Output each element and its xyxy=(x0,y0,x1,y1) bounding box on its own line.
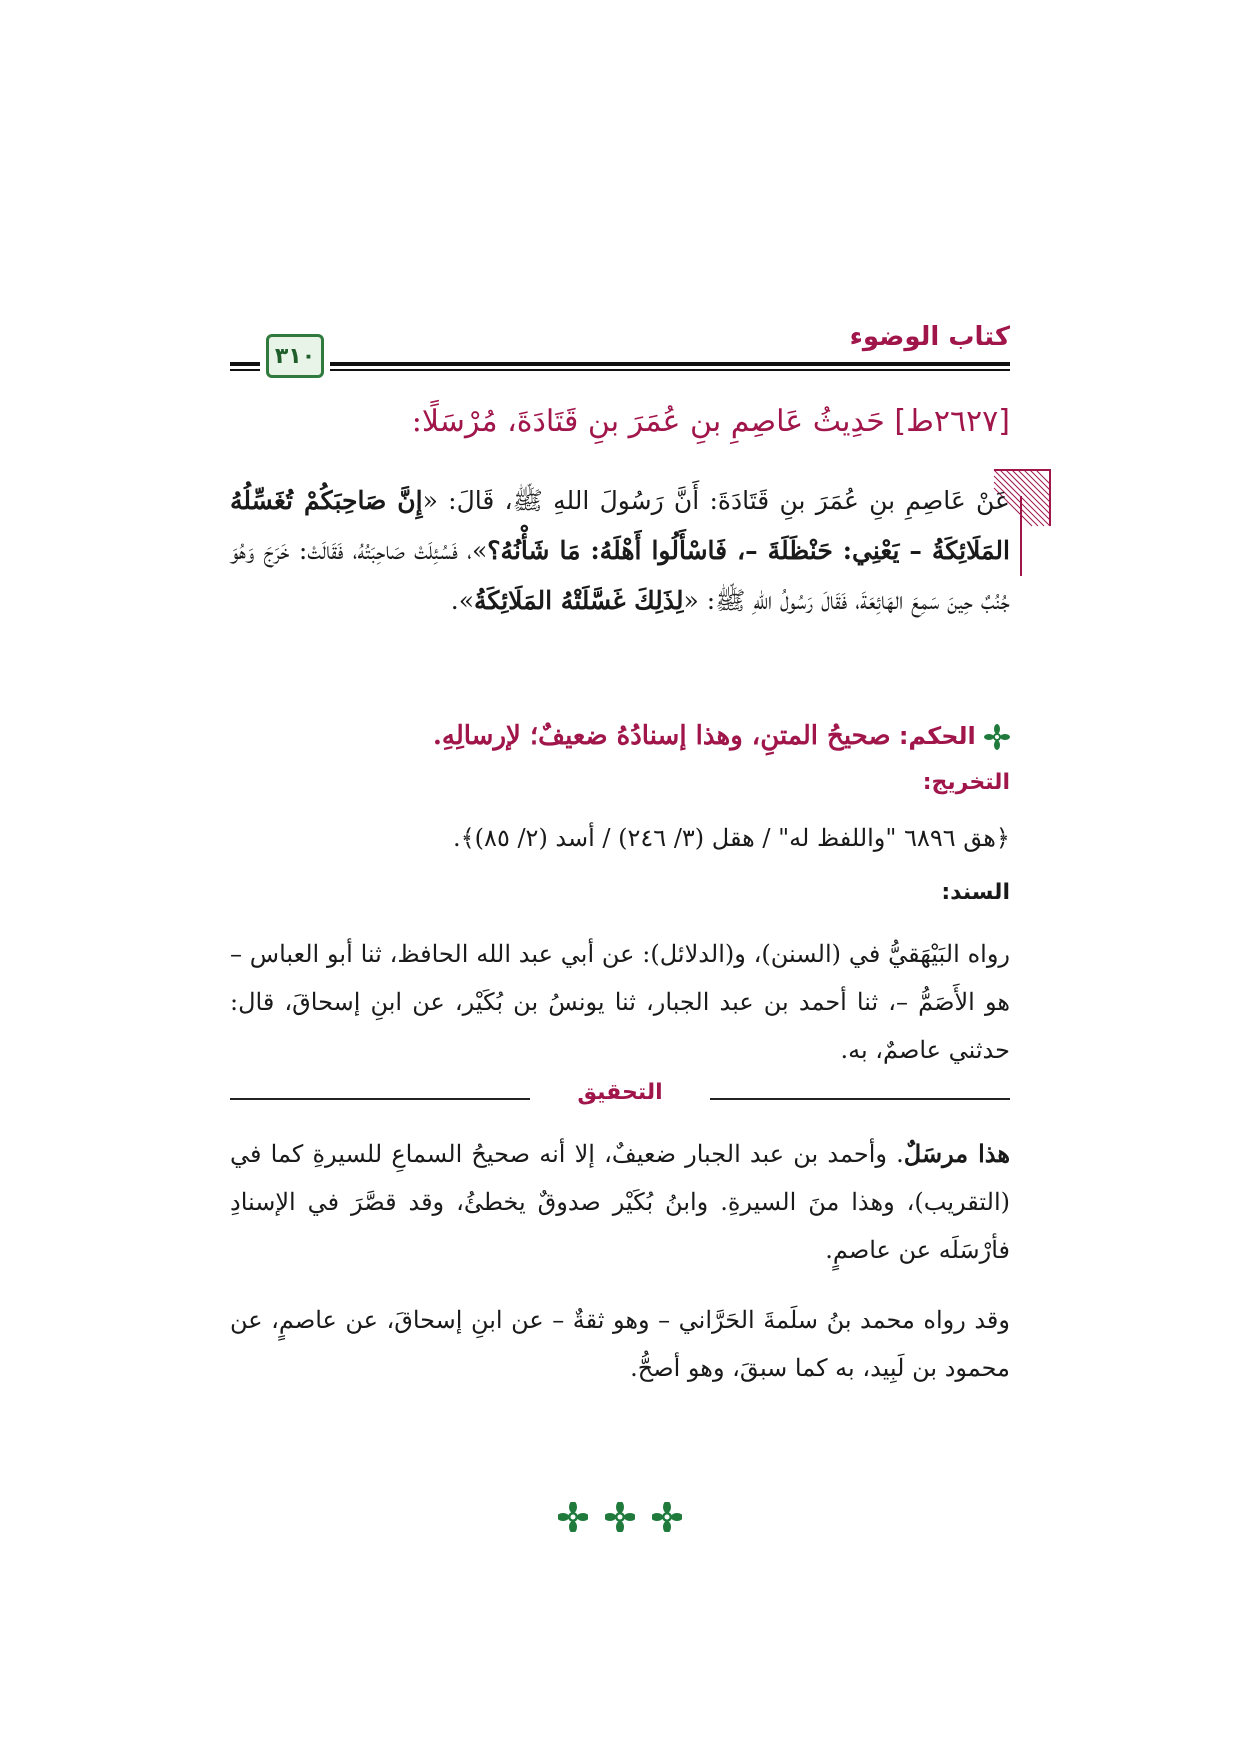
tahqiq-divider xyxy=(230,1078,1010,1118)
header-rule xyxy=(330,369,1010,371)
box-side-line xyxy=(1020,496,1022,576)
flower-ornament-icon xyxy=(652,1502,682,1532)
hadith-text-intro: عَنْ عَاصِمِ بنِ عُمَرَ بنِ قَتَادَةَ: أَنَّ رَسُولَ اللهِ ﷺ، قَالَ: « xyxy=(422,486,1010,515)
page-header xyxy=(230,318,1010,390)
hadith-quote-2: لِذَلِكَ غَسَّلَتْهُ المَلَائِكَةُ xyxy=(474,586,684,615)
hadith-title: حَدِيثُ عَاصِمِ بنِ عُمَرَ بنِ قَتَادَةَ، مُرْسَلًا: xyxy=(411,404,885,439)
takhrij-label: التخريج: xyxy=(922,770,1010,795)
sanad-label: السند: xyxy=(941,880,1010,905)
tahqiq-p1-text: . وأحمد بن عبد الجبار ضعيفٌ، إلا أنه صحيحُ السماعِ للسيرةِ كما في (التقريب)، وهذا منَ السيرةِ. وابنُ بُكَيْر صدوقٌ يخطئُ، وقد قصَّرَ في الإسنادِ فأرْسَلَه عن عاصمٍ. xyxy=(230,1140,1010,1264)
takhrij-text: ﴿هق ٦٨٩٦ "واللفظ له" / هقل (٣/ ٢٤٦) / أسد (٢/ ٨٥)﴾. xyxy=(452,824,1010,852)
book-title: كتاب الوضوء xyxy=(849,322,1010,352)
sanad-text: رواه البَيْهَقيُّ في (السنن)، و(الدلائل): عن أبي عبد الله الحافظ، ثنا أبو العباس – هو الأَصَمُّ –، ثنا أحمد بن عبد الجبار، ثنا يونسُ بن بُكَيْر، عن ابنِ إسحاقَ، قال: حدثني عاصمٌ، به. xyxy=(230,940,1010,1064)
hadith-heading xyxy=(230,400,1010,444)
page-number: ٣١٠ xyxy=(274,343,316,369)
flower-ornament-icon xyxy=(984,724,1010,750)
hadith-text-end: ». xyxy=(450,586,474,615)
hadith-number: [٢٦٢٧ط] xyxy=(894,404,1010,439)
tahqiq-verdict: هذا مرسَلٌ xyxy=(903,1139,1010,1168)
hadith-text-mid: »، فَسُئِلَتْ صَاحِبَتُهُ، فَقَالَتْ: خَرَجَ وَهُوَ جُنُبٌ حِينَ سَمِعَ الهَائِعَةَ، فَقَالَ رَسُولُ اللهِ ﷺ: « xyxy=(230,536,1010,615)
ruling-line xyxy=(230,714,1010,758)
header-rule xyxy=(230,369,260,371)
header-rule xyxy=(230,362,260,366)
header-rule xyxy=(330,362,1010,366)
tahqiq-paragraph-2: وقد رواه محمد بنُ سلَمةَ الحَرَّاني – وهو ثقةٌ – عن ابنِ إسحاقَ، عن عاصمٍ، عن محمود بن لَبِيد، به كما سبقَ، وهو أصحُّ. xyxy=(230,1306,1010,1382)
hadith-quote-1: إِنَّ صَاحِبَكُمْ تُغَسِّلُهُ المَلَائِكَةُ – يَعْنِي: حَنْظَلَةَ –، فَاسْأَلُوا أَهْلَهُ: مَا شَأْنُهُ؟ xyxy=(230,486,1010,565)
hadith-box xyxy=(230,476,1010,696)
flower-ornament-icon xyxy=(558,1502,588,1532)
end-ornaments xyxy=(0,1502,1240,1536)
flower-ornament-icon xyxy=(605,1502,635,1532)
ruling-label: الحكم: xyxy=(898,722,976,750)
hadith-text xyxy=(230,476,1010,626)
ruling-value: صحيحُ المتنِ، وهذا إسنادُهُ ضعيفٌ؛ لإرسالِهِ. xyxy=(432,721,891,751)
page-number-badge xyxy=(266,334,324,378)
tahqiq-paragraph-1 xyxy=(230,1130,1010,1274)
tahqiq-title: التحقيق xyxy=(577,1080,663,1105)
